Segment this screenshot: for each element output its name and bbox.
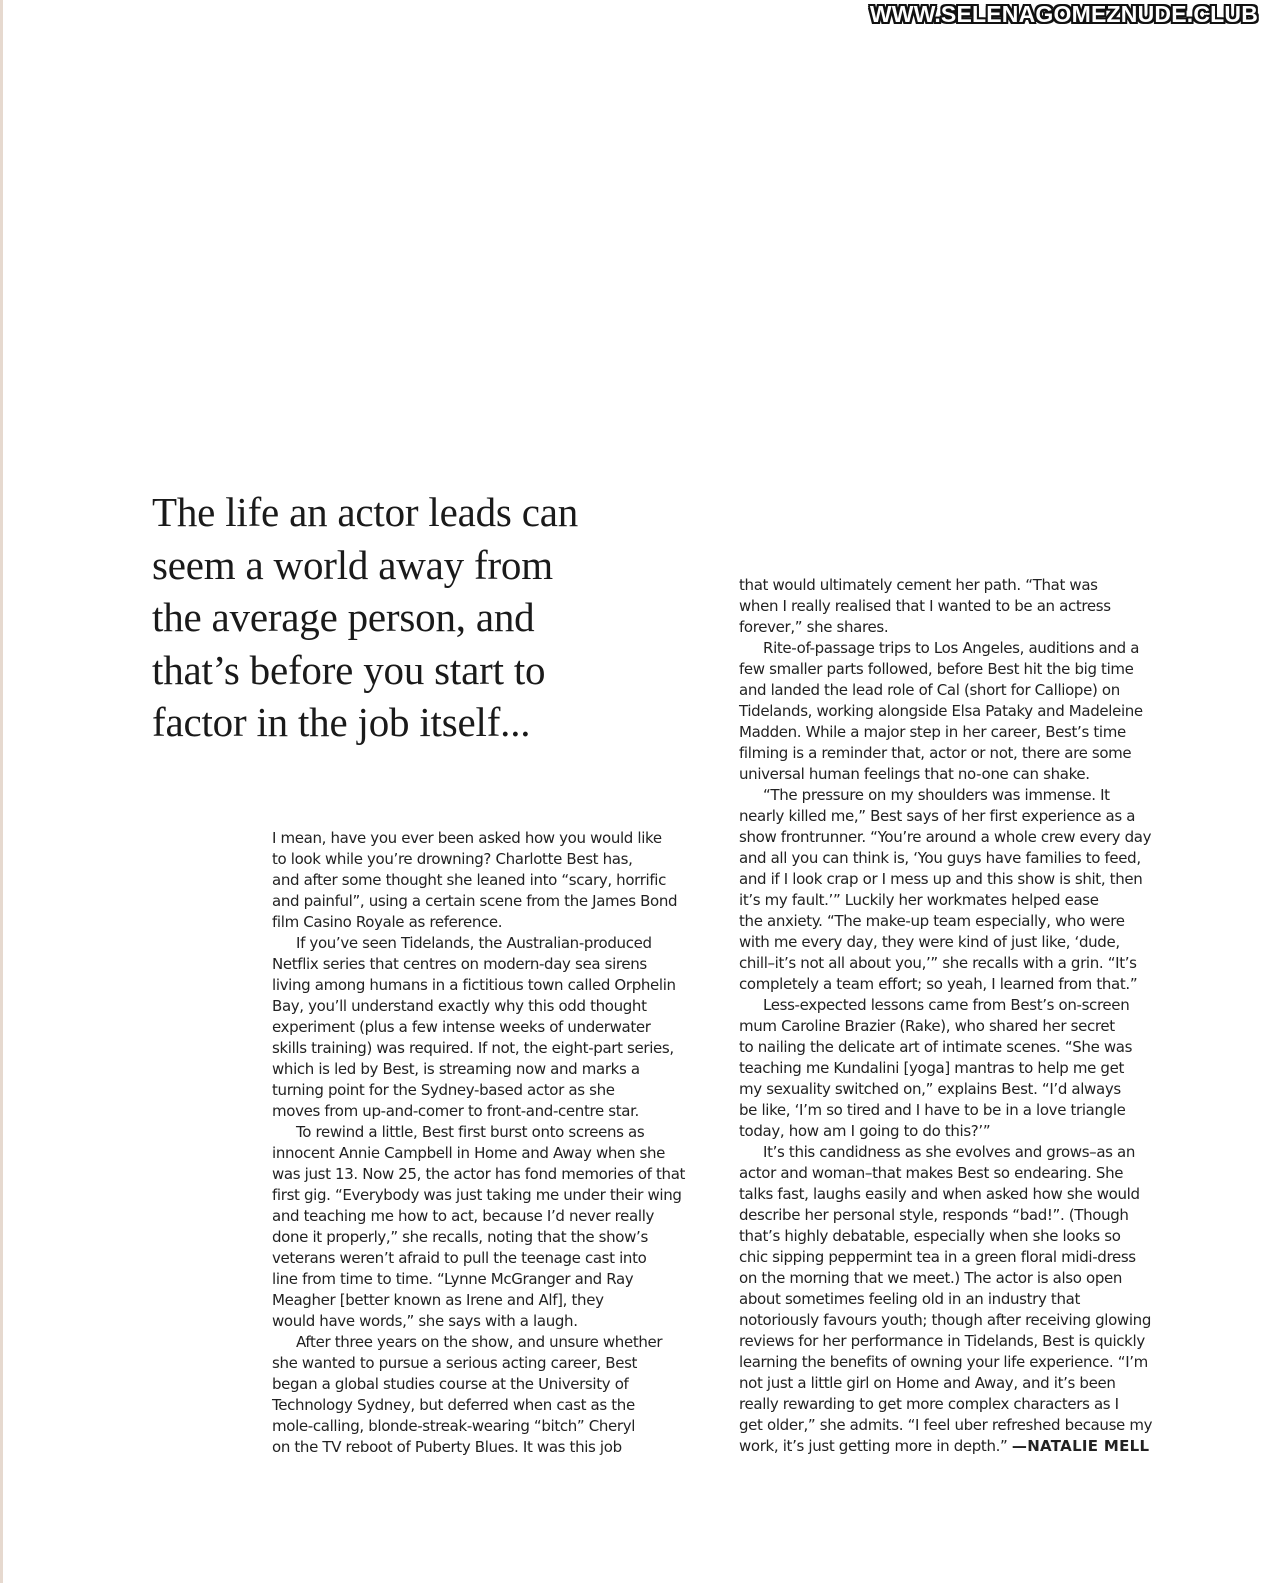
text-line: began a global studies course at the University of bbox=[272, 1375, 629, 1393]
text-line: and teaching me how to act, because I’d never really bbox=[272, 1207, 655, 1225]
text-line: Less-expected lessons came from Best’s on-screen bbox=[763, 996, 1130, 1014]
text-line: chill–it’s not all about you,’” she recalls with a grin. “It’s bbox=[739, 954, 1137, 972]
text-line: teaching me Kundalini [yoga] mantras to help me get bbox=[739, 1059, 1125, 1077]
text-line: was just 13. Now 25, the actor has fond memories of that bbox=[272, 1165, 686, 1183]
text-line: and after some thought she leaned into “scary, horrific bbox=[272, 871, 666, 889]
text-line: show frontrunner. “You’re around a whole crew every day bbox=[739, 828, 1152, 846]
text-line: experiment (plus a few intense weeks of underwater bbox=[272, 1018, 651, 1036]
text-line: veterans weren’t afraid to pull the teenage cast into bbox=[272, 1249, 647, 1267]
text-line: To rewind a little, Best first burst onto screens as bbox=[296, 1123, 645, 1141]
author-byline: —NATALIE MELL bbox=[1011, 1437, 1150, 1455]
text-line: “The pressure on my shoulders was immense. It bbox=[763, 786, 1110, 804]
text-line-final: work, it’s just getting more in depth.” bbox=[739, 1437, 1008, 1455]
text-line: notoriously favours youth; though after receiving glowing bbox=[739, 1311, 1151, 1329]
text-line: completely a team effort; so yeah, I learned from that.” bbox=[739, 975, 1138, 993]
text-line: living among humans in a fictitious town called Orphelin bbox=[272, 976, 676, 994]
text-line: on the TV reboot of Puberty Blues. It was this job bbox=[272, 1438, 622, 1456]
text-line: universal human feelings that no-one can shake. bbox=[739, 765, 1090, 783]
text-line: describe her personal style, responds “bad!”. (Though bbox=[739, 1206, 1129, 1224]
text-line: to look while you’re drowning? Charlotte Best has, bbox=[272, 850, 633, 868]
text-line: that would ultimately cement her path. “That was bbox=[739, 576, 1098, 594]
text-line: I mean, have you ever been asked how you would like bbox=[272, 829, 662, 847]
page-edge-line bbox=[0, 0, 3, 1583]
text-line: which is led by Best, is streaming now and marks a bbox=[272, 1060, 640, 1078]
pull-quote-line: seem a world away from bbox=[152, 541, 553, 588]
text-line: get older,” she admits. “I feel uber refreshed because my bbox=[739, 1416, 1153, 1434]
text-line: with me every day, they were kind of just like, ‘dude, bbox=[739, 933, 1120, 951]
text-line: Tidelands, working alongside Elsa Pataky and Madeleine bbox=[739, 702, 1143, 720]
text-line: it’s my fault.’” Luckily her workmates helped ease bbox=[739, 891, 1099, 909]
watermark: WWW.SELENAGOMEZNUDE.CLUB bbox=[869, 1, 1258, 27]
text-line: Rite-of-passage trips to Los Angeles, auditions and a bbox=[763, 639, 1140, 657]
text-line: Meagher [better known as Irene and Alf], they bbox=[272, 1291, 604, 1309]
text-line: the anxiety. “The make-up team especially, who were bbox=[739, 912, 1125, 930]
text-line: moves from up-and-comer to front-and-centre star. bbox=[272, 1102, 639, 1120]
article-column-left bbox=[272, 828, 712, 1458]
text-line: to nailing the delicate art of intimate scenes. “She was bbox=[739, 1038, 1133, 1056]
text-line: be like, ‘I’m so tired and I have to be in a love triangle bbox=[739, 1101, 1126, 1119]
text-line: would have words,” she says with a laugh. bbox=[272, 1312, 578, 1330]
text-line: and if I look crap or I mess up and this show is shit, then bbox=[739, 870, 1143, 888]
text-line: line from time to time. “Lynne McGranger and Ray bbox=[272, 1270, 634, 1288]
text-line: Madden. While a major step in her career, Best’s time bbox=[739, 723, 1126, 741]
text-line: talks fast, laughs easily and when asked how she would bbox=[739, 1185, 1140, 1203]
text-line: forever,” she shares. bbox=[739, 618, 889, 636]
text-line: and all you can think is, ‘You guys have families to feed, bbox=[739, 849, 1141, 867]
text-line: innocent Annie Campbell in Home and Away when she bbox=[272, 1144, 666, 1162]
text-line: done it properly,” she recalls, noting that the show’s bbox=[272, 1228, 648, 1246]
pull-quote-line: that’s before you start to bbox=[152, 646, 546, 693]
text-line: If you’ve seen Tidelands, the Australian-produced bbox=[296, 934, 652, 952]
text-line: reviews for her performance in Tidelands, Best is quickly bbox=[739, 1332, 1145, 1350]
text-line: filming is a reminder that, actor or not, there are some bbox=[739, 744, 1132, 762]
text-line: learning the benefits of owning your life experience. “I’m bbox=[739, 1353, 1148, 1371]
text-line: turning point for the Sydney-based actor as she bbox=[272, 1081, 615, 1099]
text-line-with-byline bbox=[739, 1436, 1179, 1457]
text-line: skills training) was required. If not, the eight-part series, bbox=[272, 1039, 674, 1057]
text-line: she wanted to pursue a serious acting career, Best bbox=[272, 1354, 638, 1372]
text-line: After three years on the show, and unsure whether bbox=[296, 1333, 663, 1351]
text-line: chic sipping peppermint tea in a green floral midi-dress bbox=[739, 1248, 1136, 1266]
pull-quote-line: The life an actor leads can bbox=[152, 489, 579, 535]
text-line: today, how am I going to do this?’” bbox=[739, 1122, 991, 1140]
text-line: really rewarding to get more complex characters as I bbox=[739, 1395, 1119, 1413]
text-line: mole-calling, blonde-streak-wearing “bitch” Cheryl bbox=[272, 1417, 636, 1435]
text-line: my sexuality switched on,” explains Best. “I’d always bbox=[739, 1080, 1121, 1098]
article-column-right bbox=[739, 575, 1179, 1457]
pull-quote-line: the average person, and bbox=[152, 594, 535, 640]
text-line: that’s highly debatable, especially when she looks so bbox=[739, 1227, 1121, 1245]
pull-quote-line: factor in the job itself... bbox=[152, 699, 531, 745]
text-line: Technology Sydney, but deferred when cast as the bbox=[272, 1396, 635, 1414]
text-line: when I really realised that I wanted to be an actress bbox=[739, 597, 1111, 615]
text-line: first gig. “Everybody was just taking me under their wing bbox=[272, 1186, 682, 1204]
text-line: not just a little girl on Home and Away, and it’s been bbox=[739, 1374, 1116, 1392]
text-line: and landed the lead role of Cal (short for Calliope) on bbox=[739, 681, 1120, 699]
text-line: Netflix series that centres on modern-day sea sirens bbox=[272, 955, 647, 973]
pull-quote bbox=[152, 486, 652, 749]
text-line: Bay, you’ll understand exactly why this odd thought bbox=[272, 997, 647, 1015]
text-line: mum Caroline Brazier (Rake), who shared her secret bbox=[739, 1017, 1115, 1035]
text-line: about sometimes feeling old in an industry that bbox=[739, 1290, 1080, 1308]
text-line: It’s this candidness as she evolves and grows–as an bbox=[763, 1143, 1136, 1161]
text-line: few smaller parts followed, before Best hit the big time bbox=[739, 660, 1134, 678]
text-line: film Casino Royale as reference. bbox=[272, 913, 503, 931]
text-line: actor and woman–that makes Best so endearing. She bbox=[739, 1164, 1124, 1182]
text-line: nearly killed me,” Best says of her first experience as a bbox=[739, 807, 1136, 825]
text-line: on the morning that we meet.) The actor is also open bbox=[739, 1269, 1123, 1287]
text-line: and painful”, using a certain scene from the James Bond bbox=[272, 892, 678, 910]
